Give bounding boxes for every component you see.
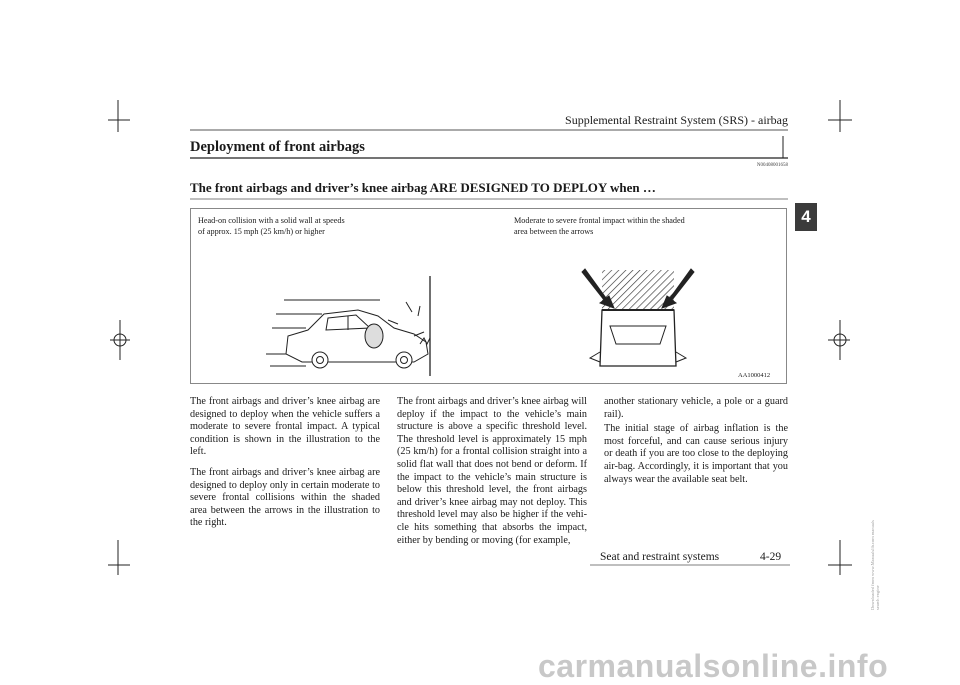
page-number: 4-29: [760, 551, 782, 563]
watermark: carmanualsonline.info: [538, 648, 889, 684]
download-note: Downloaded from www.Manualslib.com manuals search engine: [870, 520, 880, 610]
paragraph: The front airbags and driver’s knee airbag are designed to deploy only in certain moderate to severe frontal collisions within the shaded area between the arrows in the illustration to the right.: [190, 466, 380, 529]
caption-right-line-2: area between the arrows: [514, 227, 594, 236]
paragraph: another stationary vehicle, a pole or a guard rail).: [604, 396, 788, 420]
car-wall-collision-illustration: [262, 272, 442, 380]
reference-code: N00408001658: [756, 163, 788, 168]
paragraph: The initial stage of airbag inflation is the most forceful, and can cause serious injury or death if you are too close to the deploying air-bag. Accordingly, it is important that you always wear the available seat belt.: [604, 423, 788, 485]
chapter-tab: 4: [795, 203, 817, 231]
caption-left-line-1: Head-on collision with a solid wall at speeds: [198, 216, 345, 225]
section-title: Deployment of front airbags: [190, 139, 365, 155]
footer-section-name: Seat and restraint systems: [600, 551, 720, 563]
paragraph: The front airbags and driver’s knee airbag will deploy if the impact to the vehicle’s main structure is above a specific threshold level. The threshold level is approximately 15 mph (25 km/h) for a frontal collision straight into a solid flat wall that does not bend or deform. If the impact to the vehicle’s main structure is below this threshold level, the front airbags and driver’s knee airbag may not deploy. This threshold level may also be higher if the vehi-cle hits something that absorbs the impact, either by bending or moving (for example,: [397, 396, 587, 546]
illustration-caption-right: [514, 215, 734, 237]
frontal-impact-zone-illustration: [580, 266, 700, 378]
caption-left-line-2: of approx. 15 mph (25 km/h) or higher: [198, 227, 325, 236]
image-id: AA1000412: [738, 372, 771, 379]
body-column-3: [604, 396, 788, 494]
caption-right-line-1: Moderate to severe frontal impact within the shaded: [514, 216, 685, 225]
subsection-title: The front airbags and driver’s knee airbag ARE DESIGNED TO DEPLOY when …: [190, 180, 656, 195]
illustration-caption-left: [198, 215, 398, 237]
body-column-1: [190, 396, 380, 538]
running-header: Supplemental Restraint System (SRS) - airbag: [565, 113, 788, 127]
body-column-2: [397, 396, 587, 555]
paragraph: The front airbags and driver’s knee airbag are designed to deploy when the vehicle suffers a moderate to severe frontal impact. A typical condition is shown in the illustration to the left.: [190, 396, 380, 458]
